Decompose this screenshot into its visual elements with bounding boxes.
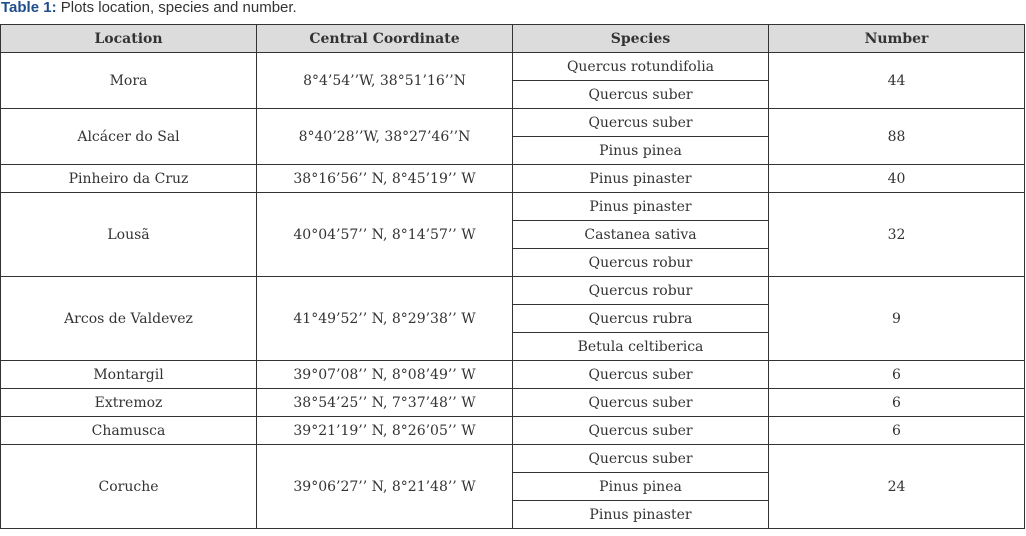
cell-species: Quercus suber (513, 81, 769, 109)
cell-species: Pinus pinaster (513, 193, 769, 221)
cell-central-coordinate: 39°07’08’’ N, 8°08’49’’ W (257, 361, 513, 389)
cell-central-coordinate: 39°06’27’’ N, 8°21’48’’ W (257, 445, 513, 529)
cell-location: Pinheiro da Cruz (1, 165, 257, 193)
cell-location: Montargil (1, 361, 257, 389)
header-location: Location (1, 25, 257, 53)
cell-species: Quercus suber (513, 109, 769, 137)
cell-central-coordinate: 39°21’19’’ N, 8°26’05’’ W (257, 417, 513, 445)
cell-number: 24 (769, 445, 1025, 529)
header-species: Species (513, 25, 769, 53)
cell-species: Pinus pinaster (513, 165, 769, 193)
cell-central-coordinate: 38°16’56’’ N, 8°45’19’’ W (257, 165, 513, 193)
cell-number: 6 (769, 389, 1025, 417)
table-row (1, 53, 1025, 81)
table-caption-label: Table 1: (1, 0, 57, 16)
cell-central-coordinate: 8°4’54’’W, 38°51’16’’N (257, 53, 513, 109)
table-row (1, 109, 1025, 137)
cell-location: Chamusca (1, 417, 257, 445)
cell-species: Pinus pinea (513, 137, 769, 165)
table-row (1, 277, 1025, 305)
cell-location: Lousã (1, 193, 257, 277)
cell-central-coordinate: 40°04’57’’ N, 8°14’57’’ W (257, 193, 513, 277)
cell-number: 40 (769, 165, 1025, 193)
cell-location: Arcos de Valdevez (1, 277, 257, 361)
cell-number: 32 (769, 193, 1025, 277)
cell-species: Pinus pinea (513, 473, 769, 501)
cell-species: Betula celtiberica (513, 333, 769, 361)
cell-species: Quercus robur (513, 277, 769, 305)
table-row (1, 165, 1025, 193)
cell-number: 88 (769, 109, 1025, 165)
cell-central-coordinate: 38°54’25’’ N, 7°37’48’’ W (257, 389, 513, 417)
cell-central-coordinate: 8°40’28’’W, 38°27’46’’N (257, 109, 513, 165)
cell-location: Mora (1, 53, 257, 109)
cell-species: Quercus suber (513, 445, 769, 473)
cell-species: Quercus suber (513, 389, 769, 417)
cell-number: 44 (769, 53, 1025, 109)
cell-location: Extremoz (1, 389, 257, 417)
table-row (1, 389, 1025, 417)
cell-species: Castanea sativa (513, 221, 769, 249)
cell-species: Quercus robur (513, 249, 769, 277)
cell-number: 9 (769, 277, 1025, 361)
table-row (1, 445, 1025, 473)
cell-location: Alcácer do Sal (1, 109, 257, 165)
cell-location: Coruche (1, 445, 257, 529)
cell-central-coordinate: 41°49’52’’ N, 8°29’38’’ W (257, 277, 513, 361)
table-header (1, 25, 1025, 53)
cell-species: Quercus suber (513, 361, 769, 389)
table-caption-text: Plots location, species and number. (56, 0, 297, 16)
table-body (1, 53, 1025, 529)
cell-species: Quercus suber (513, 417, 769, 445)
cell-number: 6 (769, 417, 1025, 445)
cell-number: 6 (769, 361, 1025, 389)
header-row (1, 25, 1025, 53)
header-number: Number (769, 25, 1025, 53)
table-caption (1, 0, 297, 18)
header-central-coordinate: Central Coordinate (257, 25, 513, 53)
cell-species: Quercus rubra (513, 305, 769, 333)
table-row (1, 361, 1025, 389)
cell-species: Quercus rotundifolia (513, 53, 769, 81)
plots-table (0, 24, 1025, 529)
table-row (1, 417, 1025, 445)
table-row (1, 193, 1025, 221)
cell-species: Pinus pinaster (513, 501, 769, 529)
